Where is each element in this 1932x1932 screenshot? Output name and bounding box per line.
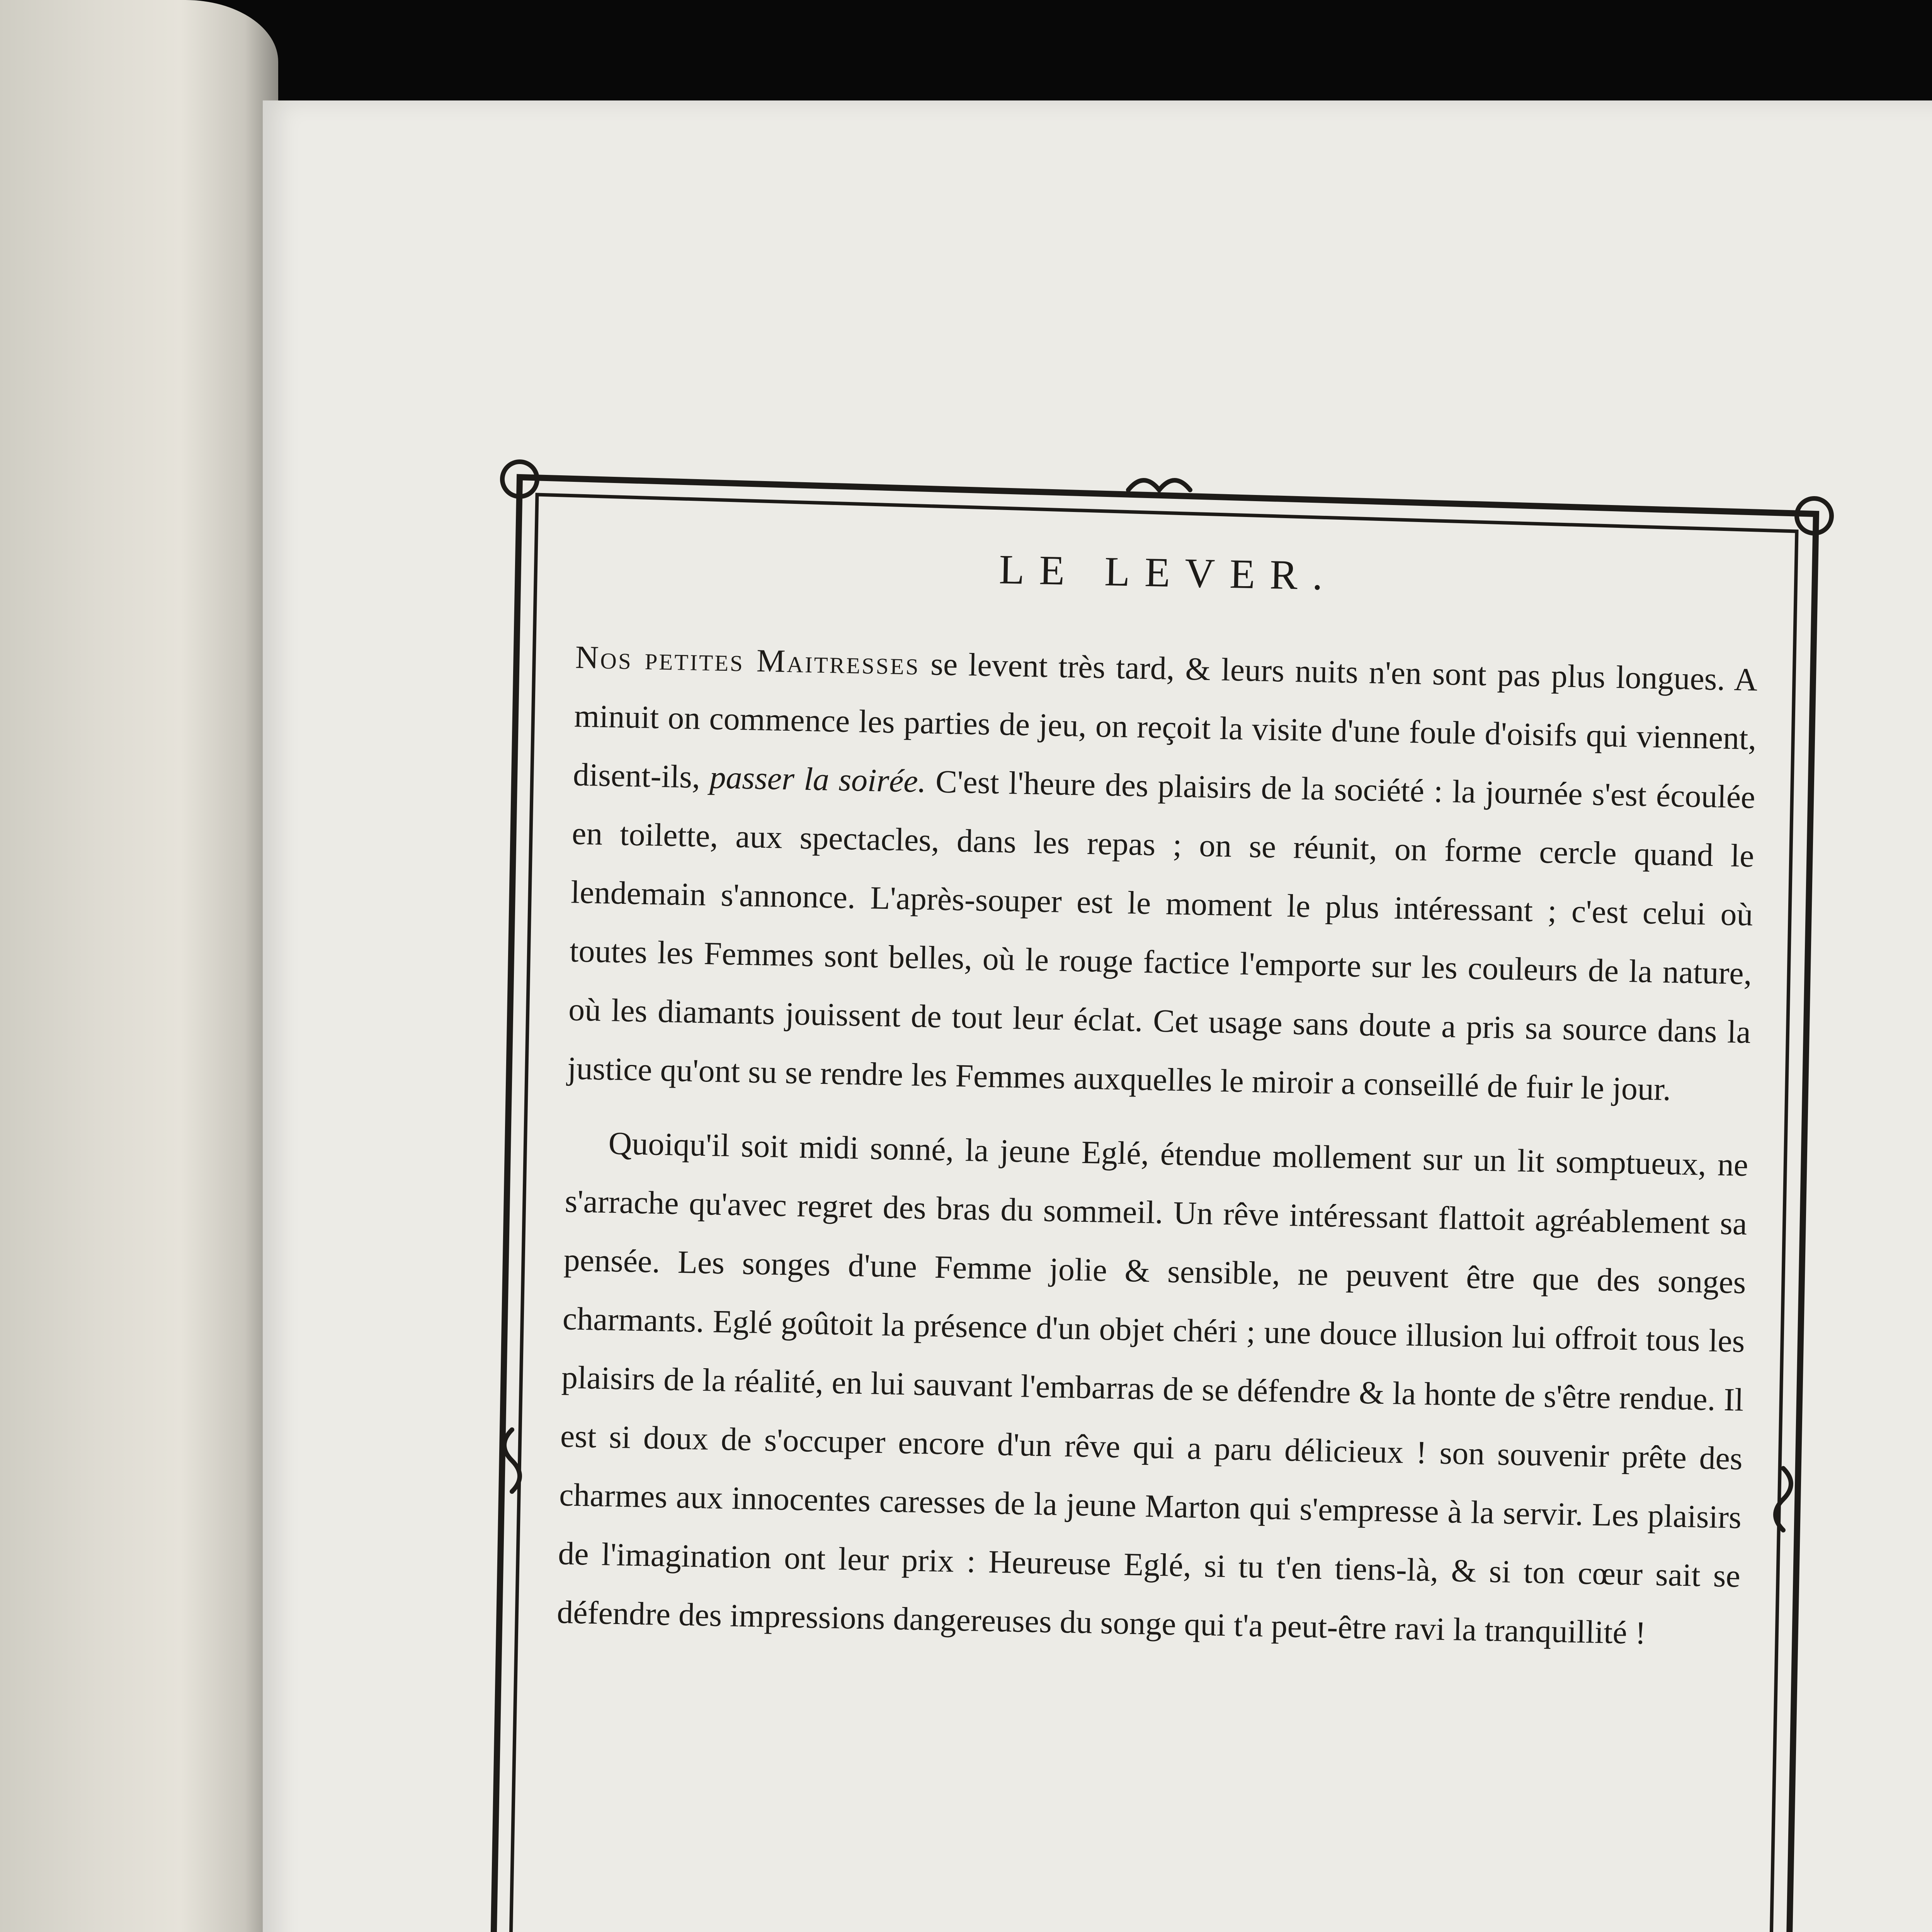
lead-words: Nos petites Maitresses: [575, 639, 920, 682]
left-page-leaf: [0, 0, 278, 1932]
main-text-block: [556, 538, 1760, 1665]
paragraph-2: Quoiqu'il soit midi sonné, la jeune Eglé, étendue mollement sur un lit somptueux, ne s'arrache qu'avec regret des bras du sommeil. Un rêve intéressant flattoit agréablement sa pensée. Les songes d'une Femme jolie & sensible, ne peuvent être que des songes charmants. Eglé goûtoit la présence d'un objet chéri ; une douce illusion lui offroit tous les plaisirs de la réalité, en lui sauvant l'embarras de se défendre & la honte de s'être rendue. Il est si doux de s'occuper encore d'un rêve qui a paru délicieux ! son souvenir prête des charmes aux innocentes caresses de la jeune Marton qui s'empresse à la servir. Les plaisirs de l'imagination ont leur prix : Heureuse Eglé, si tu t'en tiens-là, & si ton cœur sait se défendre des impressions dangereuses du songe qui t'a peut-être ravi la tranquillité !: [556, 1125, 1749, 1651]
italic-phrase: passer la soirée.: [709, 759, 927, 799]
paragraph-1-text-a: se levent très tard, & leurs nuits n'en sont pas plus longues. A minuit on commence les parties de jeu, on reçoit la visite d'une foule d'oisifs qui viennent, disent-ils,: [573, 646, 1758, 796]
paragraph-1: [567, 628, 1758, 1121]
paragraph-1-text-b: C'est l'heure des plaisirs de la société : la journée s'est écoulée en toilette, aux spectacles, dans les repas ; on se réunit, on forme cercle quand le lendemain s'annonce. L'après-souper est le moment le plus intéressant ; c'est celui où toutes les Femmes sont belles, où le rouge factice l'emporte sur les couleurs de la nature, où les diamants jouissent de tout leur éclat. Cet usage sans doute a pris sa source dans la justice qu'ont su se rendre les Femmes auxquelles le miroir a conseillé de fuir le jour.: [567, 763, 1756, 1108]
page-title: LE LEVER.: [998, 546, 1338, 599]
